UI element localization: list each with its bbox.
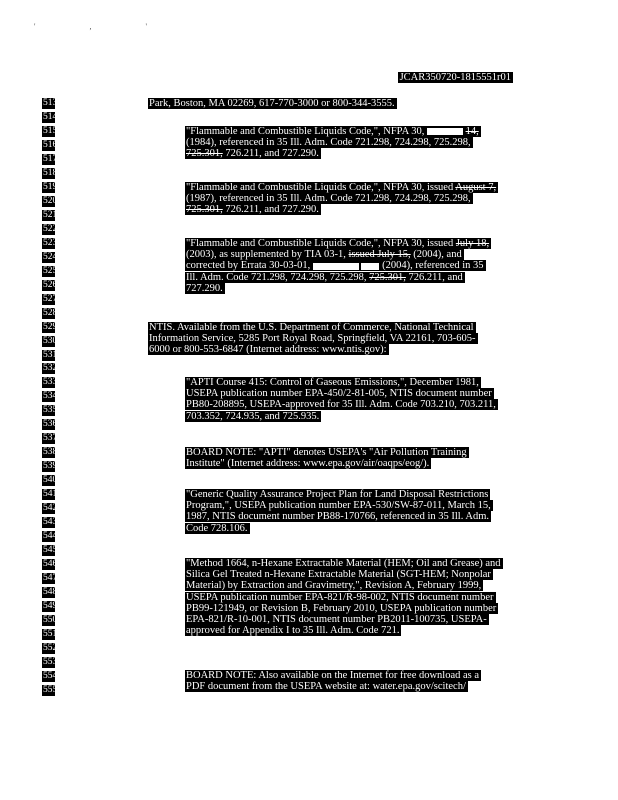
text-line: Ill. Adm. Code 721.298, 724.298, 725.298, 725.301, 726.211, and xyxy=(186,271,463,283)
line-number: 519 xyxy=(43,181,58,192)
line-number: 515 xyxy=(43,125,58,136)
line-number: 529 xyxy=(43,321,58,332)
text-line: "APTI Course 415: Control of Gaseous Emissions,", December 1981, xyxy=(186,377,479,388)
document-id: JCAR350720-1815551r01 xyxy=(399,72,511,83)
text-block-nfpa30-1984 xyxy=(185,126,481,160)
text-line: PB99-121949, or Revision B, February 2010, USEPA publication number xyxy=(186,602,497,614)
line-number: 523 xyxy=(43,237,58,248)
line-number: 517 xyxy=(43,153,58,164)
text-line: (1984), referenced in 35 Ill. Adm. Code 721.298, 724.298, 725.298, xyxy=(186,137,471,149)
text-block-publisher-address xyxy=(148,98,397,109)
text-line: EPA-821/R-10-001, NTIS document number PB2011-100735, USEPA- xyxy=(186,614,487,626)
text-line: Code 728.106. xyxy=(186,522,248,534)
line-number: 521 xyxy=(43,209,58,220)
line-number: 538 xyxy=(43,447,58,458)
text-line: 725.301, 726.211, and 727.290. xyxy=(186,204,319,216)
text-line: "Flammable and Combustible Liquids Code,", NFPA 30, issued July 18, xyxy=(186,238,490,249)
line-number: 532 xyxy=(43,363,58,374)
text-line: (2003), as supplemented by TIA 03-1, issued July 15, (2004), and xyxy=(186,249,462,261)
text-line: "Flammable and Combustible Liquids Code,", NFPA 30, 14, xyxy=(186,126,479,137)
text-block-ntis xyxy=(148,322,478,356)
text-block-board-note-pdf xyxy=(185,670,481,692)
line-number: 533 xyxy=(43,377,58,388)
line-number: 544 xyxy=(43,531,58,542)
text-line: Institute" (Internet address: www.epa.gov/air/oaqps/eog/). xyxy=(186,458,430,470)
line-number: 542 xyxy=(43,503,58,514)
line-number: 514 xyxy=(43,112,58,122)
line-number: 546 xyxy=(43,559,58,569)
line-number: 527 xyxy=(43,293,58,304)
line-number: 513 xyxy=(43,98,58,108)
text-line: "Flammable and Combustible Liquids Code,", NFPA 30, issued August 7, xyxy=(186,182,497,193)
line-number: 525 xyxy=(43,265,58,276)
line-number: 547 xyxy=(43,573,58,583)
line-number: 518 xyxy=(43,167,58,178)
text-line: Material) by Extraction and Gravimetry,", Revision A, February 1999, xyxy=(186,580,482,592)
line-number: 528 xyxy=(43,307,58,318)
text-line: Program,", USEPA publication number EPA-530/SW-87-011, March 15, xyxy=(186,500,491,512)
line-number: 526 xyxy=(43,279,58,290)
redaction-mark xyxy=(313,263,359,270)
text-line: NTIS. Available from the U.S. Department of Commerce, National Technical xyxy=(149,322,474,333)
line-number: 530 xyxy=(43,335,58,346)
line-number: 524 xyxy=(43,251,58,262)
line-number: 553 xyxy=(43,656,58,667)
text-line: Silica Gel Treated n-Hexane Extractable Material (SGT-HEM; Nonpolar xyxy=(186,569,491,581)
text-block-nfpa30-1987 xyxy=(185,182,498,216)
text-line: Information Service, 5285 Port Royal Road, Springfield, VA 22161, 703-605- xyxy=(149,333,476,345)
text-block-board-note-apti xyxy=(185,447,469,469)
redaction-mark xyxy=(427,128,463,135)
text-line: BOARD NOTE: "APTI" denotes USEPA's "Air Pollution Training xyxy=(186,447,467,458)
line-number: 520 xyxy=(43,195,58,206)
line-number: 541 xyxy=(43,489,58,500)
line-number: 516 xyxy=(43,139,58,150)
text-line: PDF document from the USEPA website at: water.epa.gov/scitech/ xyxy=(186,681,466,693)
text-line: 725.301, 726.211, and 727.290. xyxy=(186,148,319,160)
text-block-quality-assurance xyxy=(185,489,493,534)
line-number: 522 xyxy=(43,223,58,234)
text-line: "Method 1664, n-Hexane Extractable Material (HEM; Oil and Grease) and xyxy=(186,558,501,569)
text-line: 703.352, 724.935, and 725.935. xyxy=(186,410,320,422)
text-line: USEPA publication number EPA-450/2-81-005, NTIS document number xyxy=(186,388,492,400)
line-number: 555 xyxy=(43,684,58,695)
corner-marks: ' , ' xyxy=(34,22,173,31)
line-number: 535 xyxy=(43,405,58,416)
line-number: 550 xyxy=(43,614,58,625)
line-number: 539 xyxy=(43,461,58,472)
text-line: Park, Boston, MA 02269, 617-770-3000 or 800-344-3555. xyxy=(149,98,395,109)
text-line: 727.290. xyxy=(186,282,223,294)
text-line: 1987, NTIS document number PB88-170766, referenced in 35 Ill. Adm. xyxy=(186,511,489,523)
line-number: 549 xyxy=(43,600,58,611)
line-number: 554 xyxy=(43,670,58,681)
line-number: 551 xyxy=(43,628,58,639)
line-number: 536 xyxy=(43,419,58,430)
text-line: USEPA publication number EPA-821/R-98-002, NTIS document number xyxy=(186,591,494,603)
text-line: approved for Appendix I to 35 Ill. Adm. Code 721. xyxy=(186,625,400,637)
text-block-nfpa30-2003 xyxy=(185,238,491,294)
text-line: (1987), referenced in 35 Ill. Adm. Code 721.298, 724.298, 725.298, xyxy=(186,193,471,205)
line-number: 537 xyxy=(43,433,58,444)
line-number: 548 xyxy=(43,587,58,597)
text-line: "Generic Quality Assurance Project Plan for Land Disposal Restrictions xyxy=(186,489,489,500)
line-number: 543 xyxy=(43,517,58,528)
line-number: 540 xyxy=(43,475,58,486)
text-line: corrected by Errata 30-03-01, (2004), referenced in 35 xyxy=(186,260,484,272)
redaction-mark xyxy=(361,263,379,270)
line-number: 552 xyxy=(43,642,58,653)
text-line: BOARD NOTE: Also available on the Internet for free download as a xyxy=(186,670,480,681)
line-number: 531 xyxy=(43,349,58,360)
text-block-method-1664 xyxy=(185,558,503,636)
line-number: 534 xyxy=(43,391,58,402)
text-block-apti-course xyxy=(185,377,498,422)
text-line: PB80-208895, USEPA-approved for 35 Ill. Adm. Code 703.210, 703.211, xyxy=(186,399,496,411)
line-number: 545 xyxy=(43,545,58,555)
text-line: 6000 or 800-553-6847 (Internet address: www.ntis.gov): xyxy=(149,344,387,356)
